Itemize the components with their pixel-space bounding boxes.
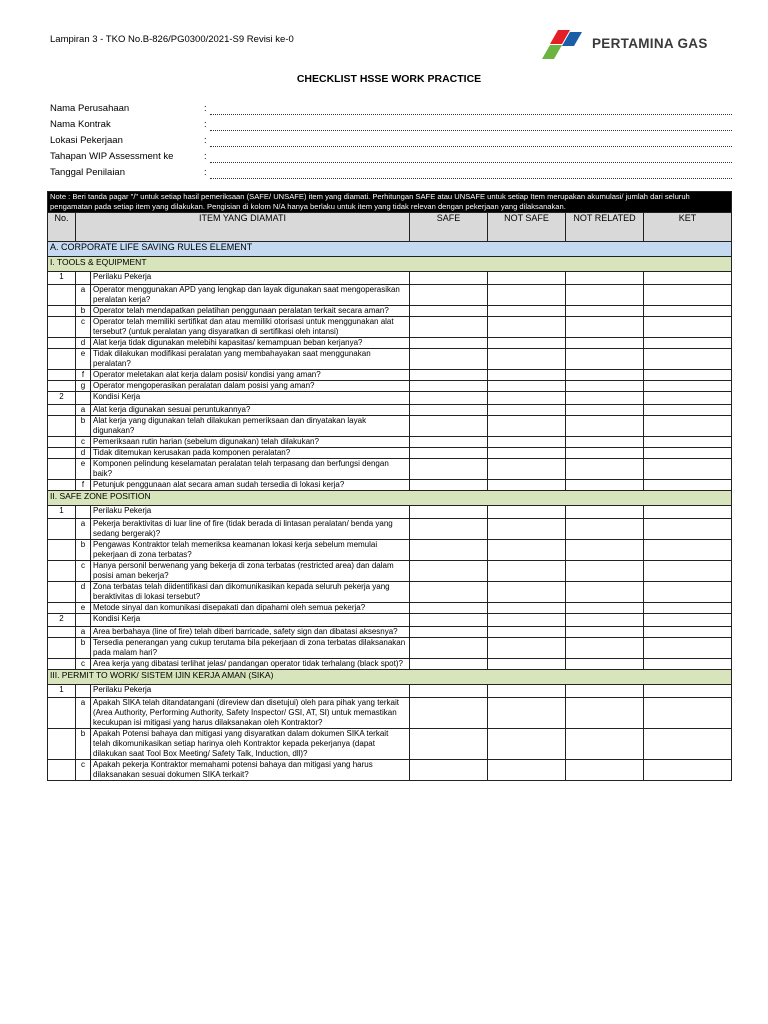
checklist-row (48, 659, 732, 670)
row-spacer (48, 603, 76, 614)
not-safe-cell[interactable] (488, 338, 566, 349)
empty-cell (566, 614, 644, 627)
empty-cell (410, 614, 488, 627)
page-title: CHECKLIST HSSE WORK PRACTICE (296, 73, 482, 85)
ket-cell[interactable] (644, 698, 732, 729)
field-lokasi-pekerjaan (50, 134, 732, 150)
not-related-cell[interactable] (566, 306, 644, 317)
not-related-cell[interactable] (566, 603, 644, 614)
not-related-cell[interactable] (566, 459, 644, 480)
checklist-row (48, 285, 732, 306)
checklist-row (48, 405, 732, 416)
row-spacer (48, 561, 76, 582)
not-related-cell[interactable] (566, 416, 644, 437)
safe-cell[interactable] (410, 448, 488, 459)
item-text: Komponen pelindung keselamatan peralatan telah terpasang dan berfungsi dengan baik? (91, 459, 410, 480)
not-related-cell[interactable] (566, 582, 644, 603)
ket-cell[interactable] (644, 317, 732, 338)
col-header-item: ITEM YANG DIAMATI (76, 213, 410, 242)
checklist-row (48, 561, 732, 582)
field-input-line[interactable] (210, 130, 732, 131)
not-related-cell[interactable] (566, 698, 644, 729)
field-colon: : (204, 167, 207, 178)
ket-cell[interactable] (644, 603, 732, 614)
company-logo (540, 28, 730, 62)
checklist-row (48, 582, 732, 603)
group-spacer (76, 392, 91, 405)
group-title: Perilaku Pekerja (91, 506, 410, 519)
item-text: Apakah Potensi bahaya dan mitigasi yang disyaratkan dalam dokumen SIKA terkait telah dikomunikasikan setiap harinya oleh Kontraktor kepada pekerjanya (dapat dilakukan saat Tool Box Meeting/ Safety Talk, Induction, dll)? (91, 729, 410, 760)
item-letter: f (76, 370, 91, 381)
empty-cell (488, 685, 566, 698)
document-reference: Lampiran 3 - TKO No.B-826/PG0300/2021-S9 Revisi ke-0 (50, 34, 294, 45)
group-header-row (48, 685, 732, 698)
item-letter: c (76, 437, 91, 448)
not-safe-cell[interactable] (488, 698, 566, 729)
row-spacer (48, 405, 76, 416)
group-spacer (76, 272, 91, 285)
ket-cell[interactable] (644, 519, 732, 540)
row-spacer (48, 381, 76, 392)
checklist-row (48, 698, 732, 729)
item-text: Alat kerja tidak digunakan melebihi kapasitas/ kemampuan beban kerjanya? (91, 338, 410, 349)
empty-cell (644, 392, 732, 405)
group-number: 1 (48, 506, 76, 519)
not-safe-cell[interactable] (488, 760, 566, 781)
row-spacer (48, 338, 76, 349)
item-text: Alat kerja yang digunakan telah dilakukan pemeriksaan dan dinyatakan layak digunakan? (91, 416, 410, 437)
checklist-row (48, 381, 732, 392)
checklist-row (48, 729, 732, 760)
field-colon: : (204, 103, 207, 114)
safe-cell[interactable] (410, 627, 488, 638)
not-related-cell[interactable] (566, 638, 644, 659)
item-letter: c (76, 659, 91, 670)
item-text: Operator meletakan alat kerja dalam posisi/ kondisi yang aman? (91, 370, 410, 381)
item-group (48, 392, 732, 491)
item-text: Metode sinyal dan komunikasi disepakati dan dipahami oleh semua pekerja? (91, 603, 410, 614)
group-title: Kondisi Kerja (91, 392, 410, 405)
checklist-row (48, 306, 732, 317)
row-spacer (48, 459, 76, 480)
not-related-cell[interactable] (566, 519, 644, 540)
safe-cell[interactable] (410, 349, 488, 370)
group-header-row (48, 272, 732, 285)
ket-cell[interactable] (644, 370, 732, 381)
field-input-line[interactable] (210, 178, 732, 179)
ket-cell[interactable] (644, 381, 732, 392)
subsection-row (48, 491, 732, 506)
not-safe-cell[interactable] (488, 437, 566, 448)
row-spacer (48, 370, 76, 381)
group-header-row (48, 614, 732, 627)
ket-cell[interactable] (644, 729, 732, 760)
checklist-row (48, 480, 732, 491)
item-letter: b (76, 638, 91, 659)
item-letter: e (76, 459, 91, 480)
not-safe-cell[interactable] (488, 561, 566, 582)
row-spacer (48, 285, 76, 306)
safe-cell[interactable] (410, 760, 488, 781)
logo-wordmark: PERTAMINA GAS (592, 36, 708, 51)
ket-cell[interactable] (644, 405, 732, 416)
col-header-no: No. (48, 213, 76, 242)
not-related-cell[interactable] (566, 659, 644, 670)
ket-cell[interactable] (644, 480, 732, 491)
row-spacer (48, 349, 76, 370)
col-header-safe: SAFE (410, 213, 488, 242)
field-colon: : (204, 135, 207, 146)
item-text: Tersedia penerangan yang cukup terutama bila pekerjaan di zona terbatas dilaksanakan pada malam hari? (91, 638, 410, 659)
not-related-cell[interactable] (566, 627, 644, 638)
row-spacer (48, 582, 76, 603)
safe-cell[interactable] (410, 519, 488, 540)
field-label: Tahapan WIP Assessment ke (50, 151, 174, 162)
field-input-line[interactable] (210, 146, 732, 147)
group-title: Perilaku Pekerja (91, 272, 410, 285)
item-text: Pemeriksaan rutin harian (sebelum digunakan) telah dilakukan? (91, 437, 410, 448)
item-group (48, 506, 732, 614)
col-header-not-safe: NOT SAFE (488, 213, 566, 242)
empty-cell (410, 392, 488, 405)
table-note: Note : Beri tanda pagar "/" untuk setiap hasil pemeriksaan (SAFE/ UNSAFE) item yang diamati. Perhitungan SAFE atau UNSAFE untuk setiap Item merupakan akumulasi/ jumlah dari seluruh pengamatan pada setiap item yang dilakukan. Pengisian di kolom N/A hanya berlaku untuk item yang tidak relevan dengan pekerjaan yang dilaksanakan. (48, 192, 732, 213)
item-text: Operator telah memiliki sertifikat dan atau memiliki otorisasi untuk menggunakan alat tersebut? (untuk peralatan yang disyaratkan di sertifikasi oleh intansi) (91, 317, 410, 338)
not-related-cell[interactable] (566, 317, 644, 338)
group-title: Perilaku Pekerja (91, 685, 410, 698)
item-text: Apakah pekerja Kontraktor memahami potensi bahaya dan mitigasi yang harus dilaksanakan sesuai dokumen SIKA terkait? (91, 760, 410, 781)
checklist-row (48, 638, 732, 659)
not-safe-cell[interactable] (488, 349, 566, 370)
not-related-cell[interactable] (566, 437, 644, 448)
col-header-ket: KET (644, 213, 732, 242)
subsection-title: III. PERMIT TO WORK/ SISTEM IJIN KERJA AMAN (SIKA) (48, 670, 732, 685)
item-text: Zona terbatas telah diidentifikasi dan dikomunikasikan kepada seluruh pekerja yang beraktivitas di lokasi tersebut? (91, 582, 410, 603)
ket-cell[interactable] (644, 349, 732, 370)
row-spacer (48, 729, 76, 760)
item-letter: a (76, 405, 91, 416)
empty-cell (566, 272, 644, 285)
checklist-row (48, 338, 732, 349)
item-text: Tidak ditemukan kerusakan pada komponen peralatan? (91, 448, 410, 459)
not-related-cell[interactable] (566, 729, 644, 760)
item-text: Operator telah mendapatkan pelatihan penggunaan peralatan terkait secara aman? (91, 306, 410, 317)
item-letter: a (76, 698, 91, 729)
row-spacer (48, 416, 76, 437)
row-spacer (48, 317, 76, 338)
not-safe-cell[interactable] (488, 519, 566, 540)
subsection-row (48, 670, 732, 685)
item-letter: a (76, 285, 91, 306)
row-spacer (48, 540, 76, 561)
field-colon: : (204, 119, 207, 130)
row-spacer (48, 437, 76, 448)
not-safe-cell[interactable] (488, 381, 566, 392)
empty-cell (566, 685, 644, 698)
not-safe-cell[interactable] (488, 729, 566, 760)
row-spacer (48, 760, 76, 781)
not-related-cell[interactable] (566, 405, 644, 416)
group-number: 2 (48, 614, 76, 627)
row-spacer (48, 519, 76, 540)
not-safe-cell[interactable] (488, 285, 566, 306)
safe-cell[interactable] (410, 338, 488, 349)
item-letter: d (76, 582, 91, 603)
group-title: Kondisi Kerja (91, 614, 410, 627)
empty-cell (566, 392, 644, 405)
ket-cell[interactable] (644, 416, 732, 437)
group-number: 1 (48, 272, 76, 285)
not-safe-cell[interactable] (488, 627, 566, 638)
empty-cell (410, 506, 488, 519)
group-number: 2 (48, 392, 76, 405)
checklist-row (48, 349, 732, 370)
item-letter: c (76, 760, 91, 781)
not-safe-cell[interactable] (488, 317, 566, 338)
safe-cell[interactable] (410, 405, 488, 416)
not-related-cell[interactable] (566, 285, 644, 306)
item-text: Area kerja yang dibatasi terlihat jelas/ pandangan operator tidak terhalang (black spot)? (91, 659, 410, 670)
group-number: 1 (48, 685, 76, 698)
item-text: Alat kerja digunakan sesuai peruntukannya? (91, 405, 410, 416)
field-tanggal-penilaian (50, 166, 732, 182)
not-safe-cell[interactable] (488, 480, 566, 491)
empty-cell (488, 614, 566, 627)
safe-cell[interactable] (410, 729, 488, 760)
empty-cell (488, 272, 566, 285)
ket-cell[interactable] (644, 459, 732, 480)
safe-cell[interactable] (410, 416, 488, 437)
not-related-cell[interactable] (566, 561, 644, 582)
field-label: Nama Kontrak (50, 119, 111, 130)
checklist-row (48, 370, 732, 381)
item-text: Operator menggunakan APD yang lengkap dan layak digunakan saat mengoperasikan peralatan kerja? (91, 285, 410, 306)
checklist-row (48, 317, 732, 338)
not-safe-cell[interactable] (488, 448, 566, 459)
form-fields (50, 102, 732, 182)
not-safe-cell[interactable] (488, 603, 566, 614)
group-spacer (76, 506, 91, 519)
safe-cell[interactable] (410, 381, 488, 392)
item-text: Area berbahaya (line of fire) telah diberi barricade, safety sign dan dibatasi aksesnya? (91, 627, 410, 638)
safe-cell[interactable] (410, 285, 488, 306)
item-text: Operator mengoperasikan peralatan dalam posisi yang aman? (91, 381, 410, 392)
not-safe-cell[interactable] (488, 638, 566, 659)
safe-cell[interactable] (410, 459, 488, 480)
field-tahapan-wip (50, 150, 732, 166)
section-title: A. CORPORATE LIFE SAVING RULES ELEMENT (48, 242, 732, 257)
subsection-title: I. TOOLS & EQUIPMENT (48, 257, 732, 272)
ket-cell[interactable] (644, 285, 732, 306)
group-header-row (48, 392, 732, 405)
field-nama-kontrak (50, 118, 732, 134)
empty-cell (488, 506, 566, 519)
item-letter: a (76, 519, 91, 540)
checklist-row (48, 448, 732, 459)
row-spacer (48, 627, 76, 638)
field-colon: : (204, 151, 207, 162)
row-spacer (48, 448, 76, 459)
item-text: Apakah SIKA telah ditandatangani (direview dan disetujui) oleh para pihak yang terkait (Area Authority, Performing Authority, Safety Inspector/ GSI, AT, SI) untuk memastikan kecukupan isi mitigasi yang harus dilaksanakan oleh Kontraktor? (91, 698, 410, 729)
ket-cell[interactable] (644, 582, 732, 603)
subsection-row (48, 257, 732, 272)
not-related-cell[interactable] (566, 448, 644, 459)
item-letter: b (76, 306, 91, 317)
not-related-cell[interactable] (566, 370, 644, 381)
not-related-cell[interactable] (566, 760, 644, 781)
not-related-cell[interactable] (566, 381, 644, 392)
field-label: Lokasi Pekerjaan (50, 135, 123, 146)
item-letter: c (76, 317, 91, 338)
checklist-table (47, 191, 732, 781)
not-safe-cell[interactable] (488, 405, 566, 416)
row-spacer (48, 480, 76, 491)
section-row (48, 242, 732, 257)
item-text: Tidak dilakukan modifikasi peralatan yang membahayakan saat menggunakan peralatan? (91, 349, 410, 370)
item-letter: d (76, 338, 91, 349)
item-group (48, 685, 732, 781)
safe-cell[interactable] (410, 582, 488, 603)
ket-cell[interactable] (644, 338, 732, 349)
table-note-row (48, 192, 732, 213)
not-related-cell[interactable] (566, 480, 644, 491)
not-safe-cell[interactable] (488, 582, 566, 603)
checklist-row (48, 437, 732, 448)
checklist-row (48, 760, 732, 781)
item-letter: b (76, 540, 91, 561)
item-letter: b (76, 416, 91, 437)
empty-cell (644, 272, 732, 285)
safe-cell[interactable] (410, 659, 488, 670)
item-text: Petunjuk penggunaan alat secara aman sudah tersedia di lokasi kerja? (91, 480, 410, 491)
item-text: Pekerja beraktivitas di luar line of fire (tidak berada di lintasan peralatan/ benda yang sedang bergerak)? (91, 519, 410, 540)
col-header-not-related: NOT RELATED (566, 213, 644, 242)
safe-cell[interactable] (410, 370, 488, 381)
empty-cell (644, 685, 732, 698)
safe-cell[interactable] (410, 603, 488, 614)
empty-cell (566, 506, 644, 519)
safe-cell[interactable] (410, 698, 488, 729)
safe-cell[interactable] (410, 480, 488, 491)
safe-cell[interactable] (410, 561, 488, 582)
group-spacer (76, 614, 91, 627)
pertamina-logo-icon (540, 28, 588, 62)
item-text: Pengawas Kontraktor telah memeriksa keamanan lokasi kerja sebelum memulai pekerjaan di zona terbatas? (91, 540, 410, 561)
empty-cell (410, 272, 488, 285)
group-spacer (76, 685, 91, 698)
item-letter: e (76, 349, 91, 370)
ket-cell[interactable] (644, 561, 732, 582)
not-safe-cell[interactable] (488, 416, 566, 437)
field-label: Nama Perusahaan (50, 103, 130, 114)
not-safe-cell[interactable] (488, 540, 566, 561)
item-letter: g (76, 381, 91, 392)
item-letter: c (76, 561, 91, 582)
not-safe-cell[interactable] (488, 306, 566, 317)
item-text: Hanya personil berwenang yang bekerja di zona terbatas (restricted area) dan dalam posisi aman bekerja? (91, 561, 410, 582)
field-label: Tanggal Penilaian (50, 167, 126, 178)
ket-cell[interactable] (644, 638, 732, 659)
not-related-cell[interactable] (566, 349, 644, 370)
ket-cell[interactable] (644, 306, 732, 317)
checklist-row (48, 459, 732, 480)
item-letter: e (76, 603, 91, 614)
safe-cell[interactable] (410, 540, 488, 561)
checklist-row (48, 603, 732, 614)
field-input-line[interactable] (210, 162, 732, 163)
group-header-row (48, 506, 732, 519)
not-safe-cell[interactable] (488, 659, 566, 670)
not-safe-cell[interactable] (488, 459, 566, 480)
ket-cell[interactable] (644, 448, 732, 459)
row-spacer (48, 638, 76, 659)
not-related-cell[interactable] (566, 540, 644, 561)
subsection-title: II. SAFE ZONE POSITION (48, 491, 732, 506)
item-letter: b (76, 729, 91, 760)
not-safe-cell[interactable] (488, 370, 566, 381)
ket-cell[interactable] (644, 760, 732, 781)
item-letter: d (76, 448, 91, 459)
item-group (48, 614, 732, 670)
row-spacer (48, 306, 76, 317)
checklist-row (48, 540, 732, 561)
row-spacer (48, 659, 76, 670)
ket-cell[interactable] (644, 540, 732, 561)
safe-cell[interactable] (410, 317, 488, 338)
safe-cell[interactable] (410, 437, 488, 448)
not-related-cell[interactable] (566, 338, 644, 349)
field-input-line[interactable] (210, 114, 732, 115)
checklist-row (48, 416, 732, 437)
checklist-row (48, 627, 732, 638)
empty-cell (644, 614, 732, 627)
empty-cell (488, 392, 566, 405)
empty-cell (644, 506, 732, 519)
ket-cell[interactable] (644, 627, 732, 638)
table-header-row (48, 213, 732, 242)
field-nama-perusahaan (50, 102, 732, 118)
empty-cell (410, 685, 488, 698)
item-group (48, 272, 732, 392)
checklist-row (48, 519, 732, 540)
item-letter: f (76, 480, 91, 491)
ket-cell[interactable] (644, 659, 732, 670)
safe-cell[interactable] (410, 638, 488, 659)
ket-cell[interactable] (644, 437, 732, 448)
row-spacer (48, 698, 76, 729)
item-letter: a (76, 627, 91, 638)
safe-cell[interactable] (410, 306, 488, 317)
